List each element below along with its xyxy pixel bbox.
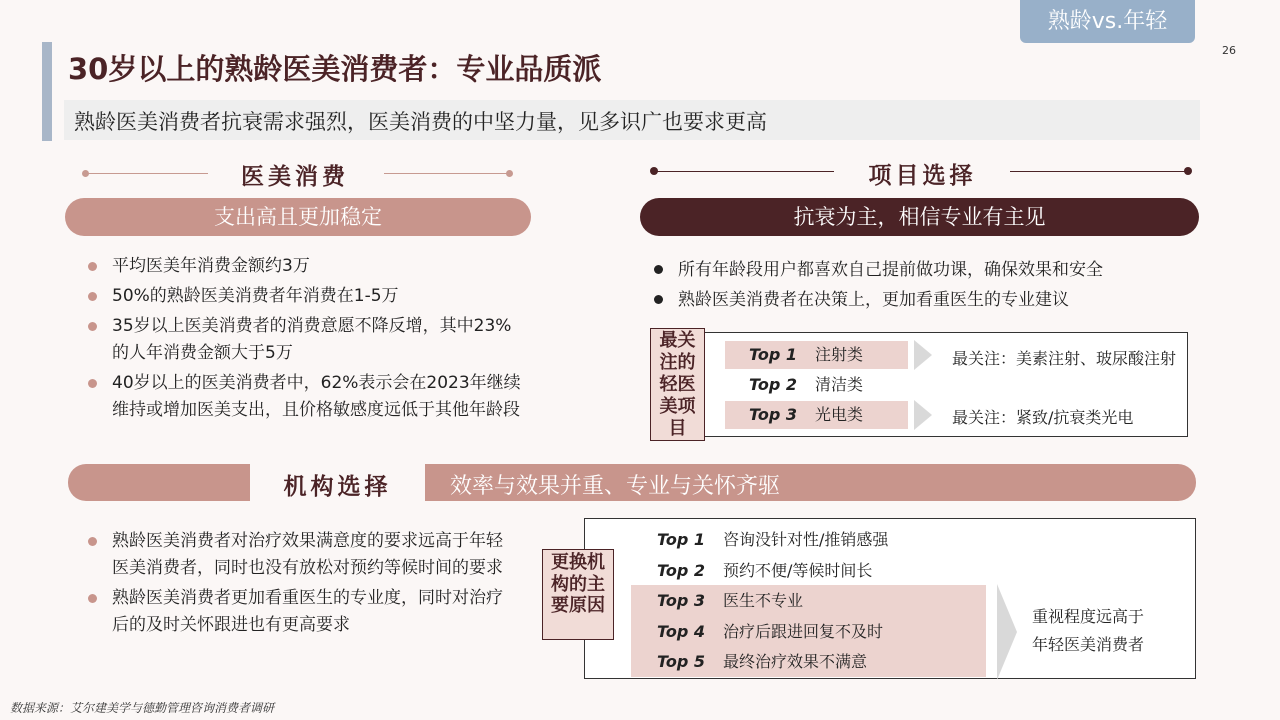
ranking-note (1032, 603, 1144, 659)
consumption-banner: 支出高且更加稳定 (65, 198, 531, 236)
page-number: 26 (1222, 44, 1236, 57)
rank-number: Top 3 (657, 591, 705, 610)
rank-item: 医生不专业 (723, 591, 804, 610)
data-source: 数据来源：艾尔建美学与德勤管理咨询消费者调研 (10, 701, 275, 715)
page-title: 30岁以上的熟龄医美消费者：专业品质派 (68, 52, 602, 86)
table-row (633, 648, 983, 676)
arrow-right-icon (997, 584, 1017, 680)
table-row (725, 371, 908, 399)
rank-item: 治疗后跟进回复不及时 (723, 622, 884, 641)
list-item: 熟龄医美消费者对治疗效果满意度的要求远高于年轻医美消费者，同时也没有放松对预约等候时间的要求 (84, 528, 514, 581)
rank-item: 清洁类 (815, 375, 864, 394)
list-item: 35岁以上医美消费者的消费意愿不降反增，其中23%的人年消费金额大于5万 (84, 313, 524, 367)
table-row (633, 618, 983, 646)
ranking-note-line: 年轻医美消费者 (1032, 635, 1145, 654)
section-tag: 熟龄vs.年轻 (1020, 0, 1195, 43)
decor-line-left (654, 171, 834, 172)
projects-box-label: 最关注的轻医美项目 (650, 328, 705, 441)
rank-number: Top 1 (657, 530, 705, 549)
page-subtitle: 熟龄医美消费者抗衰需求强烈，医美消费的中坚力量，见多识广也要求更高 (74, 110, 767, 134)
rank-note: 最关注：美素注射、玻尿酸注射 (952, 349, 1177, 368)
rank-item: 光电类 (815, 405, 864, 424)
table-row (633, 526, 983, 554)
arrow-right-icon (914, 400, 932, 430)
list-item: 熟龄医美消费者更加看重医生的专业度，同时对治疗后的及时关怀跟进也有更高要求 (84, 585, 514, 638)
arrow-right-icon (914, 340, 932, 370)
rank-number: Top 5 (657, 652, 705, 671)
list-item: 熟龄医美消费者在决策上，更加看重医生的专业建议 (650, 286, 1195, 314)
rank-number: Top 3 (749, 405, 797, 424)
rank-item: 注射类 (815, 345, 864, 364)
rank-number: Top 1 (749, 345, 797, 364)
table-row (633, 557, 983, 585)
consumption-bullet-list (84, 253, 524, 427)
decor-line-right (384, 173, 509, 174)
projects-title: 项目选择 (868, 163, 977, 189)
decor-dot-right (506, 170, 513, 177)
rank-number: Top 2 (657, 561, 705, 580)
decor-line-right (1010, 171, 1188, 172)
institution-slogan: 效率与效果并重、专业与关怀齐驱 (450, 474, 781, 499)
rank-note: 最关注：紧致/抗衰类光电 (952, 408, 1134, 427)
decor-dot-right (1184, 167, 1192, 175)
list-item: 40岁以上的医美消费者中，62%表示会在2023年继续维持或增加医美支出，且价格敏感度远低于其他年龄段 (84, 370, 524, 424)
decor-line-left (86, 173, 208, 174)
list-item: 所有年龄段用户都喜欢自己提前做功课，确保效果和安全 (650, 256, 1195, 284)
projects-banner: 抗衰为主，相信专业有主见 (640, 198, 1199, 236)
list-item: 平均医美年消费金额约3万 (84, 253, 524, 280)
list-item: 50%的熟龄医美消费者年消费在1-5万 (84, 283, 524, 310)
rank-number: Top 2 (749, 375, 797, 394)
table-row (633, 587, 983, 615)
table-row (725, 341, 908, 369)
institution-bullet-list (84, 528, 514, 642)
rank-item: 预约不便/等候时间长 (723, 561, 873, 580)
rank-number: Top 4 (657, 622, 705, 641)
table-row (725, 401, 908, 429)
ranking-note-line: 重视程度远高于 (1032, 607, 1145, 626)
institution-title: 机构选择 (283, 474, 392, 500)
rank-item: 最终治疗效果不满意 (723, 652, 868, 671)
title-accent-bar (42, 42, 52, 141)
projects-bullet-list (650, 256, 1195, 316)
consumption-title: 医美消费 (241, 164, 349, 190)
institution-box-label: 更换机构的主要原因 (542, 549, 614, 640)
rank-item: 咨询没针对性/推销感强 (723, 530, 889, 549)
